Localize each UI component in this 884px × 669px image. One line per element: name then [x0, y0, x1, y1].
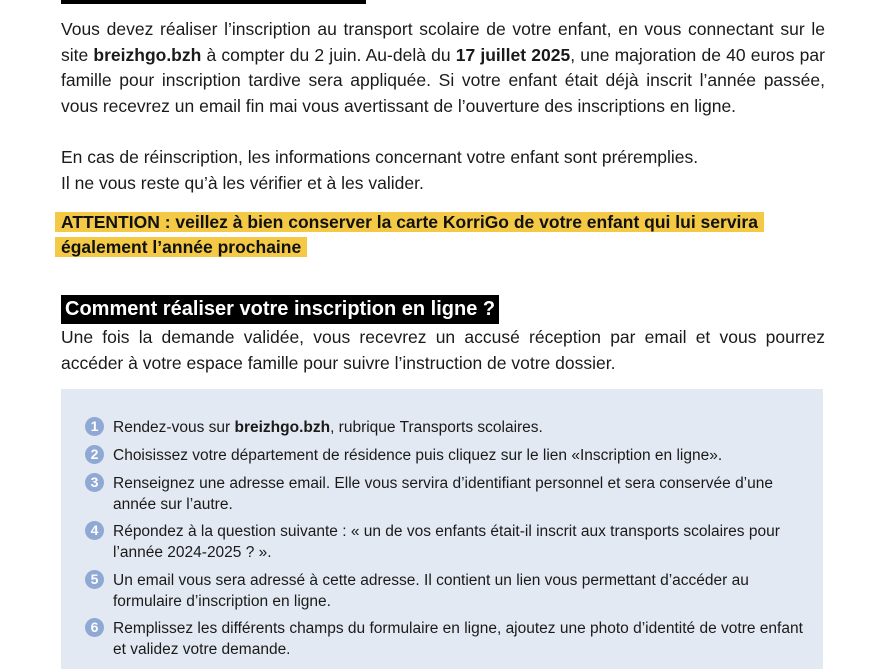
- previous-heading-bar: [61, 0, 366, 4]
- intro-paragraph: [61, 17, 825, 119]
- step-text: [113, 418, 803, 439]
- step-number-badge: 1: [85, 417, 104, 436]
- deadline-date: 17 juillet 2025: [455, 44, 571, 65]
- section-heading: Comment réaliser votre inscription en ligne ?: [61, 295, 499, 324]
- step-number-badge: 4: [85, 521, 104, 540]
- section-paragraph: Une fois la demande validée, vous recevrez un accusé réception par email et vous pourrez accéder à votre espace famille pour suivre l’instruction de votre dossier.: [61, 327, 825, 373]
- reinscription-line-2: Il ne vous reste qu’à les vérifier et à les valider.: [61, 172, 424, 193]
- step-text-pre: Rendez-vous sur: [113, 419, 235, 436]
- intro-text-3: , une majoration de 40 euros par famille pour inscription tardive sera appliquée. Si votre enfant était déjà inscrit l’année passée, vous recevrez un email fin mai vous avertissant de l’ouverture des inscriptions en ligne.: [61, 44, 825, 116]
- reinscription-line-1: En cas de réinscription, les informations concernant votre enfant sont préremplies.: [61, 147, 699, 167]
- step-number-badge: 5: [85, 570, 104, 589]
- step-text: Remplissez les différents champs du formulaire en ligne, ajoutez une photo d’identité de votre enfant et validez votre demande.: [113, 620, 803, 658]
- attention-notice: [55, 210, 815, 260]
- reinscription-paragraph: [61, 145, 825, 196]
- site-name: breizhgo.bzh: [234, 419, 331, 436]
- attention-text: ATTENTION : veillez à bien conserver la carte KorriGo de votre enfant qui lui servira également l’année prochaine: [55, 212, 764, 257]
- intro-text-2: à compter du 2 juin. Au-delà du: [201, 44, 456, 65]
- site-name: breizhgo.bzh: [93, 44, 202, 65]
- step-number-badge: 2: [85, 445, 104, 464]
- step-text: Un email vous sera adressé à cette adresse. Il contient un lien vous permettant d’accéder au formulaire d’inscription en ligne.: [113, 572, 749, 610]
- step-number-badge: 6: [85, 618, 104, 637]
- step-text: Choisissez votre département de résidence puis cliquez sur le lien «Inscription en ligne».: [113, 447, 723, 464]
- step-text-post: , rubrique Transports scolaires.: [330, 419, 543, 436]
- steps-panel: [61, 389, 823, 669]
- intro-text-1: Vous devez réaliser l’inscription au transport scolaire de votre enfant, en vous connectant sur le site: [61, 19, 825, 65]
- step-number-badge: 3: [85, 473, 104, 492]
- step-text: Répondez à la question suivante : « un de vos enfants était-il inscrit aux transports scolaires pour l’année 2024-2025 ? ».: [113, 523, 780, 561]
- step-text: Renseignez une adresse email. Elle vous servira d’identifiant personnel et sera conservée d’une année sur l’autre.: [113, 475, 773, 513]
